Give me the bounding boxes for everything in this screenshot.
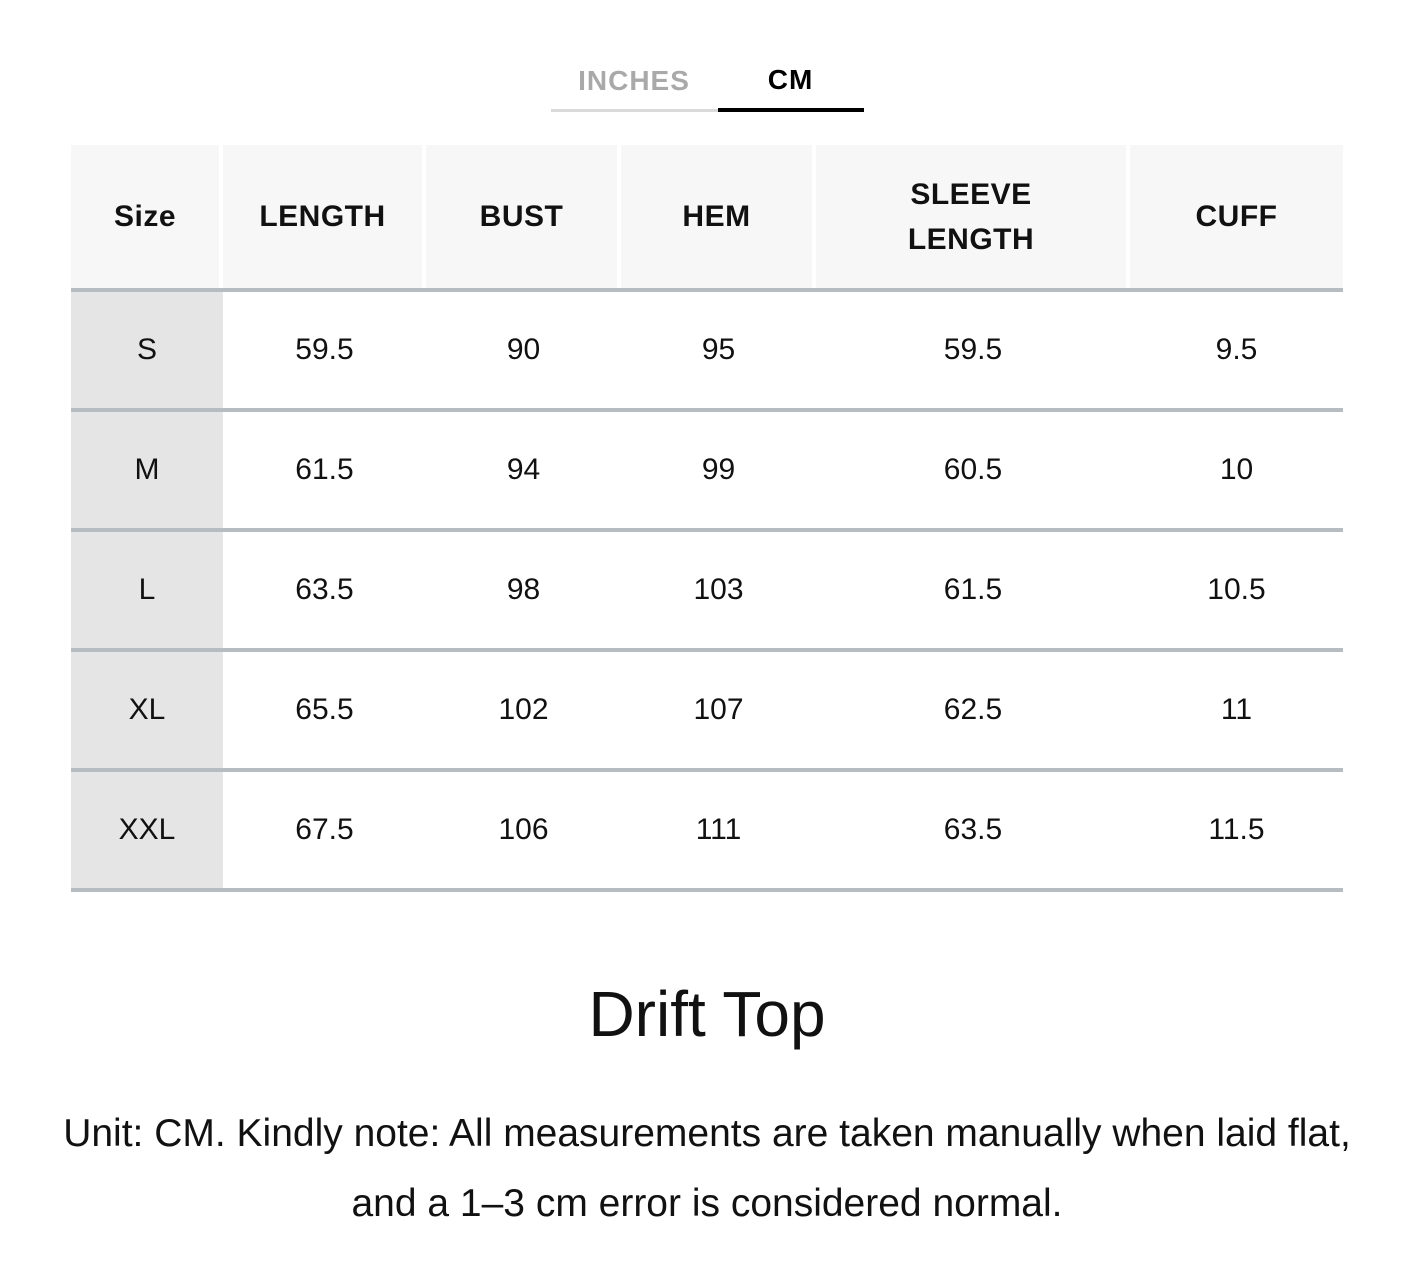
measurement-cell: 61.5 bbox=[223, 412, 426, 528]
column-header-sleeve-length bbox=[816, 145, 1130, 288]
measurement-cell: 10 bbox=[1130, 412, 1343, 528]
measurement-cell: 63.5 bbox=[223, 532, 426, 648]
measurement-cell: 60.5 bbox=[816, 412, 1130, 528]
size-label-cell: S bbox=[71, 292, 223, 408]
size-label-cell: XL bbox=[71, 652, 223, 768]
column-header-length bbox=[223, 145, 426, 288]
measurement-cell: 98 bbox=[426, 532, 621, 648]
measurement-cell: 67.5 bbox=[223, 772, 426, 888]
column-header-label: Size bbox=[113, 200, 177, 233]
table-bottom-border bbox=[71, 888, 1343, 892]
measurement-cell: 59.5 bbox=[816, 292, 1130, 408]
column-header-label: SLEEVE LENGTH bbox=[907, 177, 1035, 256]
unit-tabs bbox=[551, 52, 864, 112]
measurement-cell: 95 bbox=[621, 292, 816, 408]
column-header-size bbox=[71, 145, 223, 288]
measurement-cell: 90 bbox=[426, 292, 621, 408]
size-label-cell: M bbox=[71, 412, 223, 528]
measurement-cell: 10.5 bbox=[1130, 532, 1343, 648]
measurement-cell: 99 bbox=[621, 412, 816, 528]
size-label-cell: L bbox=[71, 532, 223, 648]
column-header-label: LENGTH bbox=[259, 200, 386, 233]
product-title: Drift Top bbox=[588, 978, 826, 1050]
tab-inches[interactable]: INCHES bbox=[551, 52, 718, 112]
measurement-cell: 9.5 bbox=[1130, 292, 1343, 408]
measurement-cell: 102 bbox=[426, 652, 621, 768]
measurement-cell: 62.5 bbox=[816, 652, 1130, 768]
measurement-cell: 106 bbox=[426, 772, 621, 888]
column-header-label: BUST bbox=[479, 200, 564, 233]
column-header-label: HEM bbox=[682, 200, 751, 233]
column-header-bust bbox=[426, 145, 621, 288]
size-label-cell: XXL bbox=[71, 772, 223, 888]
measurement-cell: 107 bbox=[621, 652, 816, 768]
measurement-cell: 94 bbox=[426, 412, 621, 528]
column-header-cuff bbox=[1130, 145, 1343, 288]
measurement-cell: 59.5 bbox=[223, 292, 426, 408]
column-header-label: CUFF bbox=[1195, 200, 1278, 233]
measurement-cell: 63.5 bbox=[816, 772, 1130, 888]
tab-cm[interactable]: CM bbox=[718, 52, 864, 112]
measurement-cell: 65.5 bbox=[223, 652, 426, 768]
measurement-cell: 111 bbox=[621, 772, 816, 888]
size-chart-table bbox=[71, 145, 1343, 892]
measurement-cell: 61.5 bbox=[816, 532, 1130, 648]
measurement-cell: 11.5 bbox=[1130, 772, 1343, 888]
measurement-cell: 103 bbox=[621, 532, 816, 648]
measurement-note: Unit: CM. Kindly note: All measurements are taken manually when laid flat, and a 1–3 cm error is considered normal. bbox=[63, 1111, 1351, 1225]
column-header-hem bbox=[621, 145, 816, 288]
measurement-cell: 11 bbox=[1130, 652, 1343, 768]
